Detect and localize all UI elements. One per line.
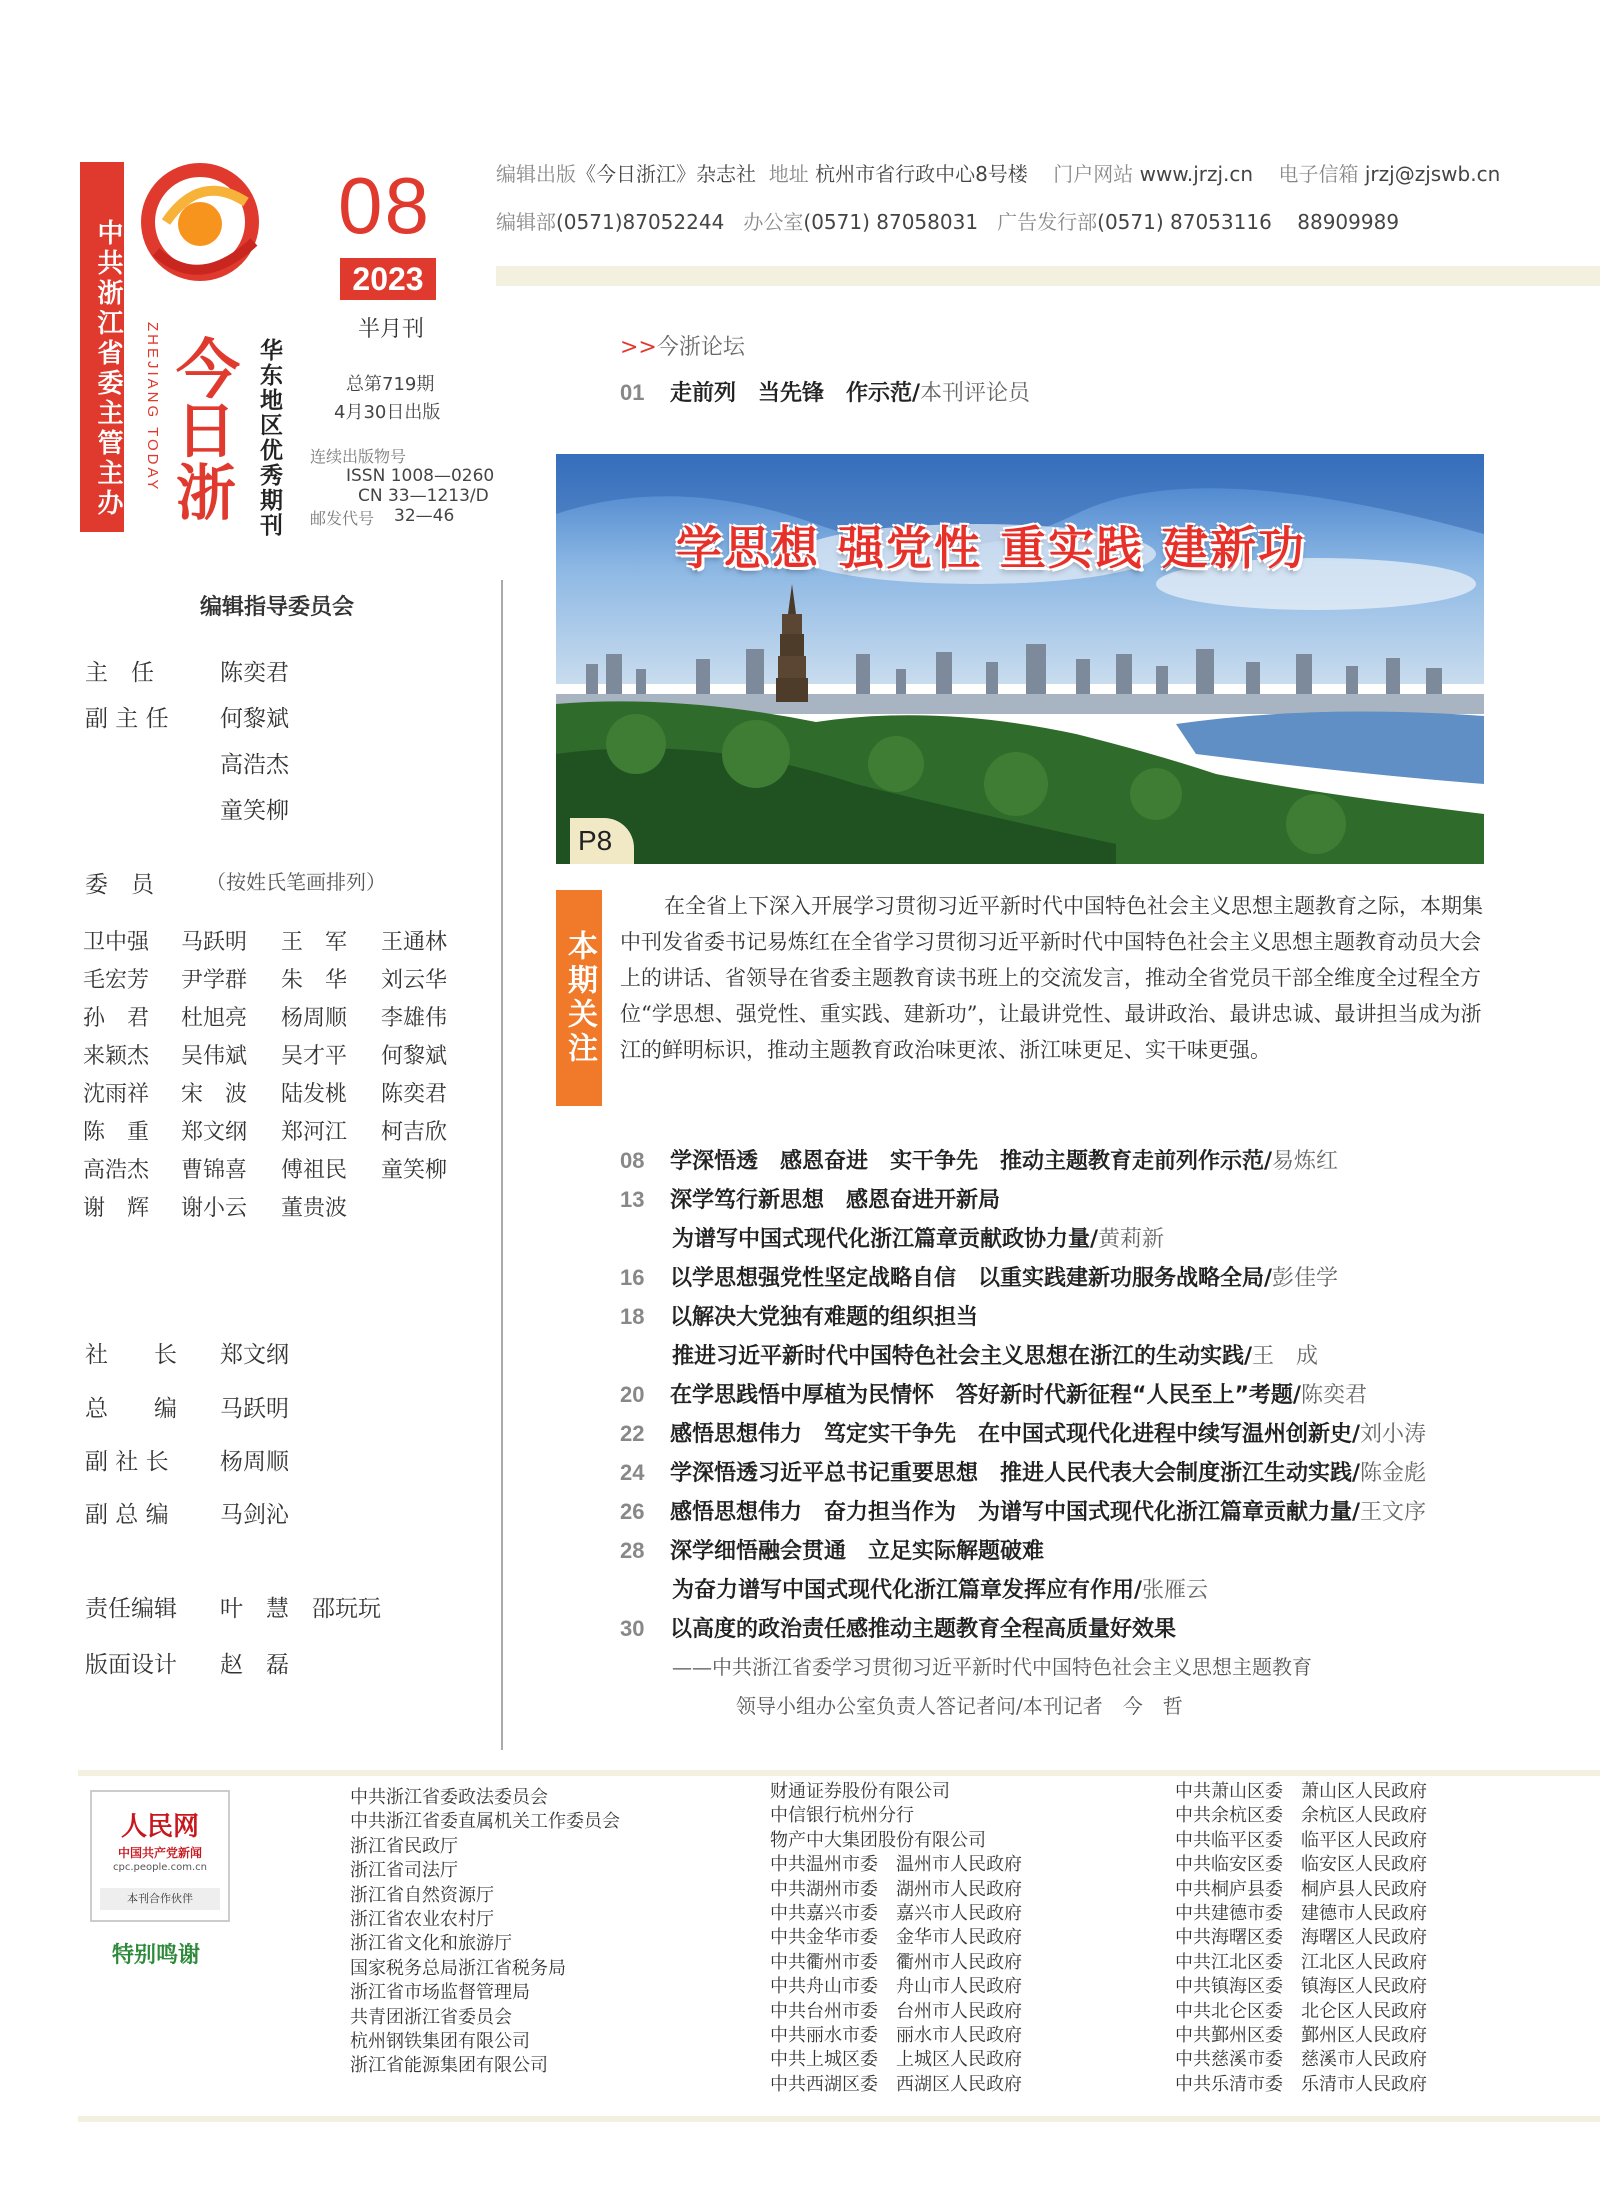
frequency: 半月刊 bbox=[358, 317, 425, 342]
president-name: 郑文纲 bbox=[220, 1342, 289, 1368]
toc-subtitle-text: ——中共浙江省委学习贯彻习近平新时代中国特色社会主义思想主题教育 bbox=[672, 1655, 1312, 1679]
issn: ISSN 1008—0260 bbox=[346, 466, 495, 486]
thanks-item: 中共舟山市委 舟山市人民政府 bbox=[770, 1976, 1022, 1998]
member-name: 尹学群 bbox=[181, 968, 248, 993]
thanks-item: 浙江省自然资源厅 bbox=[350, 1884, 494, 1906]
member-name: 何黎斌 bbox=[381, 1044, 448, 1069]
forum-entry[interactable] bbox=[620, 376, 1030, 407]
thanks-item: 中共海曙区委 海曙区人民政府 bbox=[1175, 1927, 1427, 1949]
toc-entry[interactable] bbox=[620, 1378, 1367, 1409]
chief-editor-name: 马跃明 bbox=[220, 1396, 289, 1422]
president-label: 社 长 bbox=[85, 1342, 177, 1368]
member-name: 曹锦喜 bbox=[181, 1158, 248, 1183]
designer-name: 赵 磊 bbox=[220, 1652, 289, 1678]
member-name: 童笑柳 bbox=[381, 1158, 448, 1183]
member-name: 郑河江 bbox=[281, 1120, 348, 1145]
thanks-item: 中共乐清市委 乐清市人民政府 bbox=[1175, 2073, 1427, 2095]
vice-president-name: 杨周顺 bbox=[220, 1449, 289, 1475]
toc-page-number: 24 bbox=[620, 1460, 645, 1485]
issue-year: 2023 bbox=[340, 258, 436, 300]
sponsor-text: 中共浙江省委主管主办 bbox=[93, 219, 123, 519]
thanks-item: 中共丽水市委 丽水市人民政府 bbox=[770, 2025, 1022, 2047]
toc-author: 王文序 bbox=[1360, 1500, 1427, 1525]
thanks-item: 中共温州市委 温州市人民政府 bbox=[770, 1854, 1022, 1876]
thanks-item: 浙江省司法厅 bbox=[350, 1860, 458, 1882]
vice-chief-name: 马剑沁 bbox=[220, 1502, 289, 1528]
vice-president-label: 副 社 长 bbox=[85, 1449, 169, 1475]
toc-page-number: 16 bbox=[620, 1265, 645, 1290]
toc-entry[interactable] bbox=[620, 1612, 1176, 1643]
toc-author: 黄莉新 bbox=[1098, 1227, 1165, 1252]
vice-chief-label: 副 总 编 bbox=[85, 1502, 169, 1528]
serial-number: 总第719期 bbox=[346, 374, 435, 395]
thanks-item: 中共金华市委 金华市人民政府 bbox=[770, 1927, 1022, 1949]
address: 杭州市省行政中心8号楼 bbox=[815, 162, 1028, 186]
toc-title: 以学思想强党性坚定战略自信 以重实践建新功服务战略全局/ bbox=[670, 1266, 1273, 1291]
thanks-item: 中共萧山区委 萧山区人民政府 bbox=[1175, 1781, 1427, 1802]
footer-divider bbox=[78, 2116, 1600, 2122]
member-name: 谢小云 bbox=[181, 1196, 248, 1221]
member-name: 王通林 bbox=[381, 930, 448, 955]
toc-final-line[interactable] bbox=[736, 1690, 1183, 1719]
toc-author: 刘小涛 bbox=[1360, 1422, 1427, 1447]
designer-label: 版面设计 bbox=[85, 1652, 177, 1678]
thanks-item: 中共西湖区委 西湖区人民政府 bbox=[770, 2073, 1022, 2095]
toc-entry[interactable] bbox=[620, 1495, 1426, 1526]
member-name: 朱 华 bbox=[281, 968, 348, 993]
members-label: 委 员 bbox=[85, 872, 154, 898]
toc-author: 王 成 bbox=[1252, 1344, 1319, 1369]
member-name: 沈雨祥 bbox=[83, 1082, 150, 1107]
thanks-item: 中共桐庐县委 桐庐县人民政府 bbox=[1175, 1878, 1427, 1900]
member-name: 柯吉欣 bbox=[381, 1120, 448, 1145]
toc-final-text: 领导小组办公室负责人答记者问/ bbox=[736, 1694, 1023, 1718]
issue-number: 08 bbox=[338, 161, 431, 250]
toc-page-number: 30 bbox=[620, 1616, 645, 1641]
member-name: 宋 波 bbox=[181, 1082, 248, 1107]
forum-arrow-icon: >> bbox=[620, 335, 657, 360]
thanks-item: 浙江省农业农村厅 bbox=[350, 1909, 494, 1931]
partner-url: cpc.people.com.cn bbox=[113, 1862, 207, 1873]
publisher: 《今日浙江》杂志社 bbox=[576, 162, 756, 186]
member-name: 吴伟斌 bbox=[181, 1044, 248, 1069]
publisher-label: 编辑出版 bbox=[496, 162, 576, 186]
toc-subtitle-text: 为谱写中国式现代化浙江篇章贡献政协力量/ bbox=[672, 1227, 1099, 1252]
toc-entry[interactable] bbox=[620, 1456, 1426, 1487]
committee-title: 编辑指导委员会 bbox=[200, 595, 355, 620]
toc-subtitle-text: 为奋力谱写中国式现代化浙江篇章发挥应有作用/ bbox=[672, 1578, 1143, 1603]
cn-number: CN 33—1213/D bbox=[358, 486, 489, 506]
toc-title: 学深悟透习近平总书记重要思想 推进人民代表大会制度浙江生动实践/ bbox=[670, 1461, 1361, 1486]
toc-entry[interactable] bbox=[620, 1300, 978, 1331]
member-name: 谢 辉 bbox=[83, 1196, 150, 1221]
member-name: 陆发桃 bbox=[281, 1082, 348, 1107]
toc-entry[interactable] bbox=[620, 1534, 1044, 1565]
member-name: 高浩杰 bbox=[83, 1158, 150, 1183]
magazine-logo bbox=[136, 162, 336, 532]
thanks-column-1 bbox=[350, 1786, 620, 2079]
forum-author: 本刊评论员 bbox=[920, 381, 1031, 406]
header-divider bbox=[496, 266, 1600, 286]
toc-author: 陈金彪 bbox=[1360, 1461, 1427, 1486]
toc-author: 陈奕君 bbox=[1300, 1383, 1367, 1408]
vice-director-label: 副 主 任 bbox=[85, 706, 169, 732]
thanks-item: 财通证券股份有限公司 bbox=[770, 1781, 950, 1802]
toc-author: 易炼红 bbox=[1272, 1149, 1339, 1174]
member-name: 马跃明 bbox=[181, 930, 248, 955]
toc-author: 张雁云 bbox=[1142, 1578, 1209, 1603]
partner-subtitle: 中国共产党新闻 bbox=[117, 1846, 202, 1860]
member-name: 陈奕君 bbox=[381, 1082, 448, 1107]
edit-dept-phone: (0571)87052244 bbox=[556, 210, 725, 234]
column-divider bbox=[501, 580, 503, 1750]
forum-title: 今浙论坛 bbox=[656, 335, 745, 360]
toc-subtitle[interactable] bbox=[672, 1573, 1208, 1604]
director-name: 陈奕君 bbox=[220, 660, 289, 686]
thanks-item: 国家税务总局浙江省税务局 bbox=[350, 1957, 566, 1979]
toc-entry[interactable] bbox=[620, 1144, 1338, 1175]
forum-section-head bbox=[620, 330, 745, 361]
member-name: 吴才平 bbox=[281, 1044, 348, 1069]
toc-entry[interactable] bbox=[620, 1183, 1000, 1214]
thanks-item: 浙江省能源集团有限公司 bbox=[350, 2055, 548, 2077]
office-label: 办公室 bbox=[743, 210, 804, 234]
chief-editor-label: 总 编 bbox=[85, 1396, 177, 1422]
website-link[interactable]: www.jrzj.cn bbox=[1139, 162, 1254, 186]
partner-tag: 本刊合作伙伴 bbox=[100, 1888, 220, 1910]
logo-glyph-2: 日 bbox=[176, 397, 236, 467]
toc-page-number: 20 bbox=[620, 1382, 645, 1407]
thanks-item: 中共北仑区委 北仑区人民政府 bbox=[1175, 2000, 1427, 2022]
thanks-item: 浙江省文化和旅游厅 bbox=[350, 1933, 512, 1955]
toc-page-number: 26 bbox=[620, 1499, 645, 1524]
pub-number-label: 连续出版物号 bbox=[310, 447, 407, 466]
forum-page-number: 01 bbox=[620, 380, 645, 405]
thanks-item: 中共衢州市委 衢州市人民政府 bbox=[770, 1951, 1022, 1973]
thanks-item: 杭州钢铁集团有限公司 bbox=[350, 2031, 530, 2053]
thanks-item: 中共浙江省委政法委员会 bbox=[350, 1787, 548, 1808]
toc-entry[interactable] bbox=[620, 1261, 1338, 1292]
vice-director-1: 何黎斌 bbox=[220, 706, 289, 732]
toc-title: 以高度的政治责任感推动主题教育全程高质量好效果 bbox=[670, 1617, 1177, 1642]
member-name: 王 军 bbox=[281, 930, 348, 955]
thanks-item: 中共台州市委 台州市人民政府 bbox=[770, 2000, 1022, 2022]
thanks-item: 中共鄞州区委 鄞州区人民政府 bbox=[1175, 2025, 1427, 2047]
edit-dept-label: 编辑部 bbox=[496, 210, 556, 234]
feature-intro: 在全省上下深入开展学习贯彻习近平新时代中国特色社会主义思想主题教育之际，本期集中刊发省委书记易炼红在全省学习贯彻习近平新时代中国特色社会主义思想主题教育动员大会上的讲话、省领导在省委主题教育读书班上的交流发言，推动全省党员干部全维度全过程全方位“学思想、强党性、重实践、建新功”，让最讲党性、最讲政治、最讲忠诚、最讲担当成为浙江的鲜明标识，推动主题教育政治味更浓、浙江味更足、实干味更强。 bbox=[620, 894, 1483, 1062]
thanks-item: 中共湖州市委 湖州市人民政府 bbox=[770, 1878, 1022, 1900]
thanks-column-2 bbox=[770, 1780, 1022, 2097]
toc-page-number: 08 bbox=[620, 1148, 645, 1173]
member-name: 陈 重 bbox=[83, 1120, 150, 1145]
thanks-item: 中共临平区委 临平区人民政府 bbox=[1175, 1829, 1427, 1851]
toc-title: 在学思践悟中厚植为民情怀 答好新时代新征程“人民至上”考题/ bbox=[670, 1383, 1301, 1408]
thanks-item: 中共镇海区委 镇海区人民政府 bbox=[1175, 1976, 1427, 1998]
member-name: 来颖杰 bbox=[83, 1044, 150, 1069]
thanks-item: 中共建德市委 建德市人民政府 bbox=[1175, 1903, 1427, 1925]
sponsor-band bbox=[80, 162, 124, 532]
toc-title: 感悟思想伟力 笃定实干争先 在中国式现代化进程中续写温州创新史/ bbox=[670, 1422, 1361, 1447]
toc-subtitle[interactable] bbox=[672, 1651, 1312, 1680]
members-grid bbox=[83, 928, 481, 1224]
office-phone: (0571) 87058031 bbox=[803, 210, 979, 234]
toc-subtitle[interactable] bbox=[672, 1339, 1318, 1370]
editor-label: 责任编辑 bbox=[85, 1596, 177, 1622]
member-name: 毛宏芳 bbox=[83, 968, 150, 993]
toc-title: 以解决大党独有难题的组织担当 bbox=[670, 1305, 979, 1330]
thanks-item: 中共临安区委 临安区人民政府 bbox=[1175, 1854, 1427, 1876]
logo-glyph-3: 浙 bbox=[176, 459, 236, 529]
member-name: 杜旭亮 bbox=[181, 1006, 248, 1031]
member-name: 刘云华 bbox=[381, 968, 448, 993]
logo-en: ZHEJIANG TODAY bbox=[144, 322, 161, 493]
member-name: 孙 君 bbox=[83, 1006, 150, 1031]
contact-line-1 bbox=[496, 158, 1500, 187]
member-name: 李雄伟 bbox=[381, 1006, 448, 1031]
thanks-item: 中信银行杭州分行 bbox=[770, 1805, 914, 1827]
member-name: 董贵波 bbox=[281, 1196, 348, 1221]
thanks-item: 浙江省市场监督管理局 bbox=[350, 1982, 530, 2004]
contact-line-2 bbox=[496, 206, 1399, 235]
vice-director-2: 高浩杰 bbox=[220, 752, 289, 778]
member-name: 傅祖民 bbox=[281, 1158, 348, 1183]
vice-director-3: 童笑柳 bbox=[220, 798, 289, 824]
email-label: 电子信箱 bbox=[1278, 162, 1359, 186]
director-label: 主 任 bbox=[85, 660, 154, 686]
postal-code: 32—46 bbox=[394, 506, 455, 526]
partner-brand: 人民网 bbox=[120, 1812, 199, 1842]
toc-final-author: 本刊记者 今 哲 bbox=[1022, 1694, 1183, 1718]
website-label: 门户网站 bbox=[1053, 162, 1134, 186]
toc-author: 彭佳学 bbox=[1272, 1266, 1339, 1291]
feature-banner: 学思想 强党性 重实践 建新功 bbox=[676, 521, 1307, 575]
partner-logo[interactable] bbox=[90, 1790, 230, 1922]
toc-page-number: 13 bbox=[620, 1187, 645, 1212]
focus-tab: 本期关注 bbox=[556, 890, 602, 1106]
members-note: （按姓氏笔画排列） bbox=[206, 870, 386, 894]
thanks-item: 共青团浙江省委员会 bbox=[350, 2006, 512, 2028]
forum-headline: 走前列 当先锋 作示范/ bbox=[670, 381, 921, 406]
member-name: 卫中强 bbox=[83, 930, 150, 955]
thanks-item: 中共上城区委 上城区人民政府 bbox=[770, 2049, 1022, 2071]
thanks-item: 中共嘉兴市委 嘉兴市人民政府 bbox=[770, 1903, 1022, 1925]
slogan: 华东地区优秀期刊 bbox=[256, 338, 282, 538]
toc-page-number: 28 bbox=[620, 1538, 645, 1563]
thanks-item: 中共江北区委 江北区人民政府 bbox=[1175, 1951, 1427, 1973]
postal-label: 邮发代号 bbox=[310, 509, 375, 528]
toc-title: 深学笃行新思想 感恩奋进开新局 bbox=[670, 1188, 1001, 1213]
email-link[interactable]: jrzj@zjswb.cn bbox=[1364, 162, 1501, 186]
thanks-item: 浙江省民政厅 bbox=[350, 1835, 458, 1857]
member-name: 杨周顺 bbox=[281, 1006, 348, 1031]
ad-dept-label: 广告发行部 bbox=[997, 210, 1098, 234]
toc-subtitle-text: 推进习近平新时代中国特色社会主义思想在浙江的生动实践/ bbox=[672, 1344, 1253, 1369]
thanks-item: 物产中大集团股份有限公司 bbox=[770, 1829, 986, 1851]
toc-title: 学深悟透 感恩奋进 实干争先 推动主题教育走前列作示范/ bbox=[670, 1149, 1273, 1174]
logo-glyph-1: 今 bbox=[176, 333, 240, 408]
toc-page-number: 18 bbox=[620, 1304, 645, 1329]
bottom-divider bbox=[78, 1770, 1600, 1776]
ad-dept-phone: (0571) 87053116 bbox=[1097, 210, 1272, 234]
address-label: 地址 bbox=[768, 162, 809, 186]
special-thanks: 特别鸣谢 bbox=[112, 1942, 201, 1968]
thanks-column-3 bbox=[1175, 1780, 1427, 2097]
member-name: 郑文纲 bbox=[181, 1120, 248, 1145]
feature-page-tag[interactable]: P8 bbox=[570, 818, 634, 864]
thanks-item: 中共慈溪市委 慈溪市人民政府 bbox=[1175, 2049, 1427, 2071]
thanks-item: 中共浙江省委直属机关工作委员会 bbox=[350, 1811, 620, 1833]
toc-title: 深学细悟融会贯通 立足实际解题破难 bbox=[670, 1539, 1045, 1564]
toc-entry[interactable] bbox=[620, 1417, 1426, 1448]
toc-title: 感悟思想伟力 奋力担当作为 为谱写中国式现代化浙江篇章贡献力量/ bbox=[670, 1500, 1361, 1525]
toc-subtitle[interactable] bbox=[672, 1222, 1164, 1253]
thanks-item: 中共余杭区委 余杭区人民政府 bbox=[1175, 1805, 1427, 1827]
extra-phone: 88909989 bbox=[1297, 210, 1400, 234]
toc-page-number: 22 bbox=[620, 1421, 645, 1446]
publish-date: 4月30日出版 bbox=[334, 402, 441, 423]
editor-names: 叶 慧 邵玩玩 bbox=[220, 1596, 381, 1622]
